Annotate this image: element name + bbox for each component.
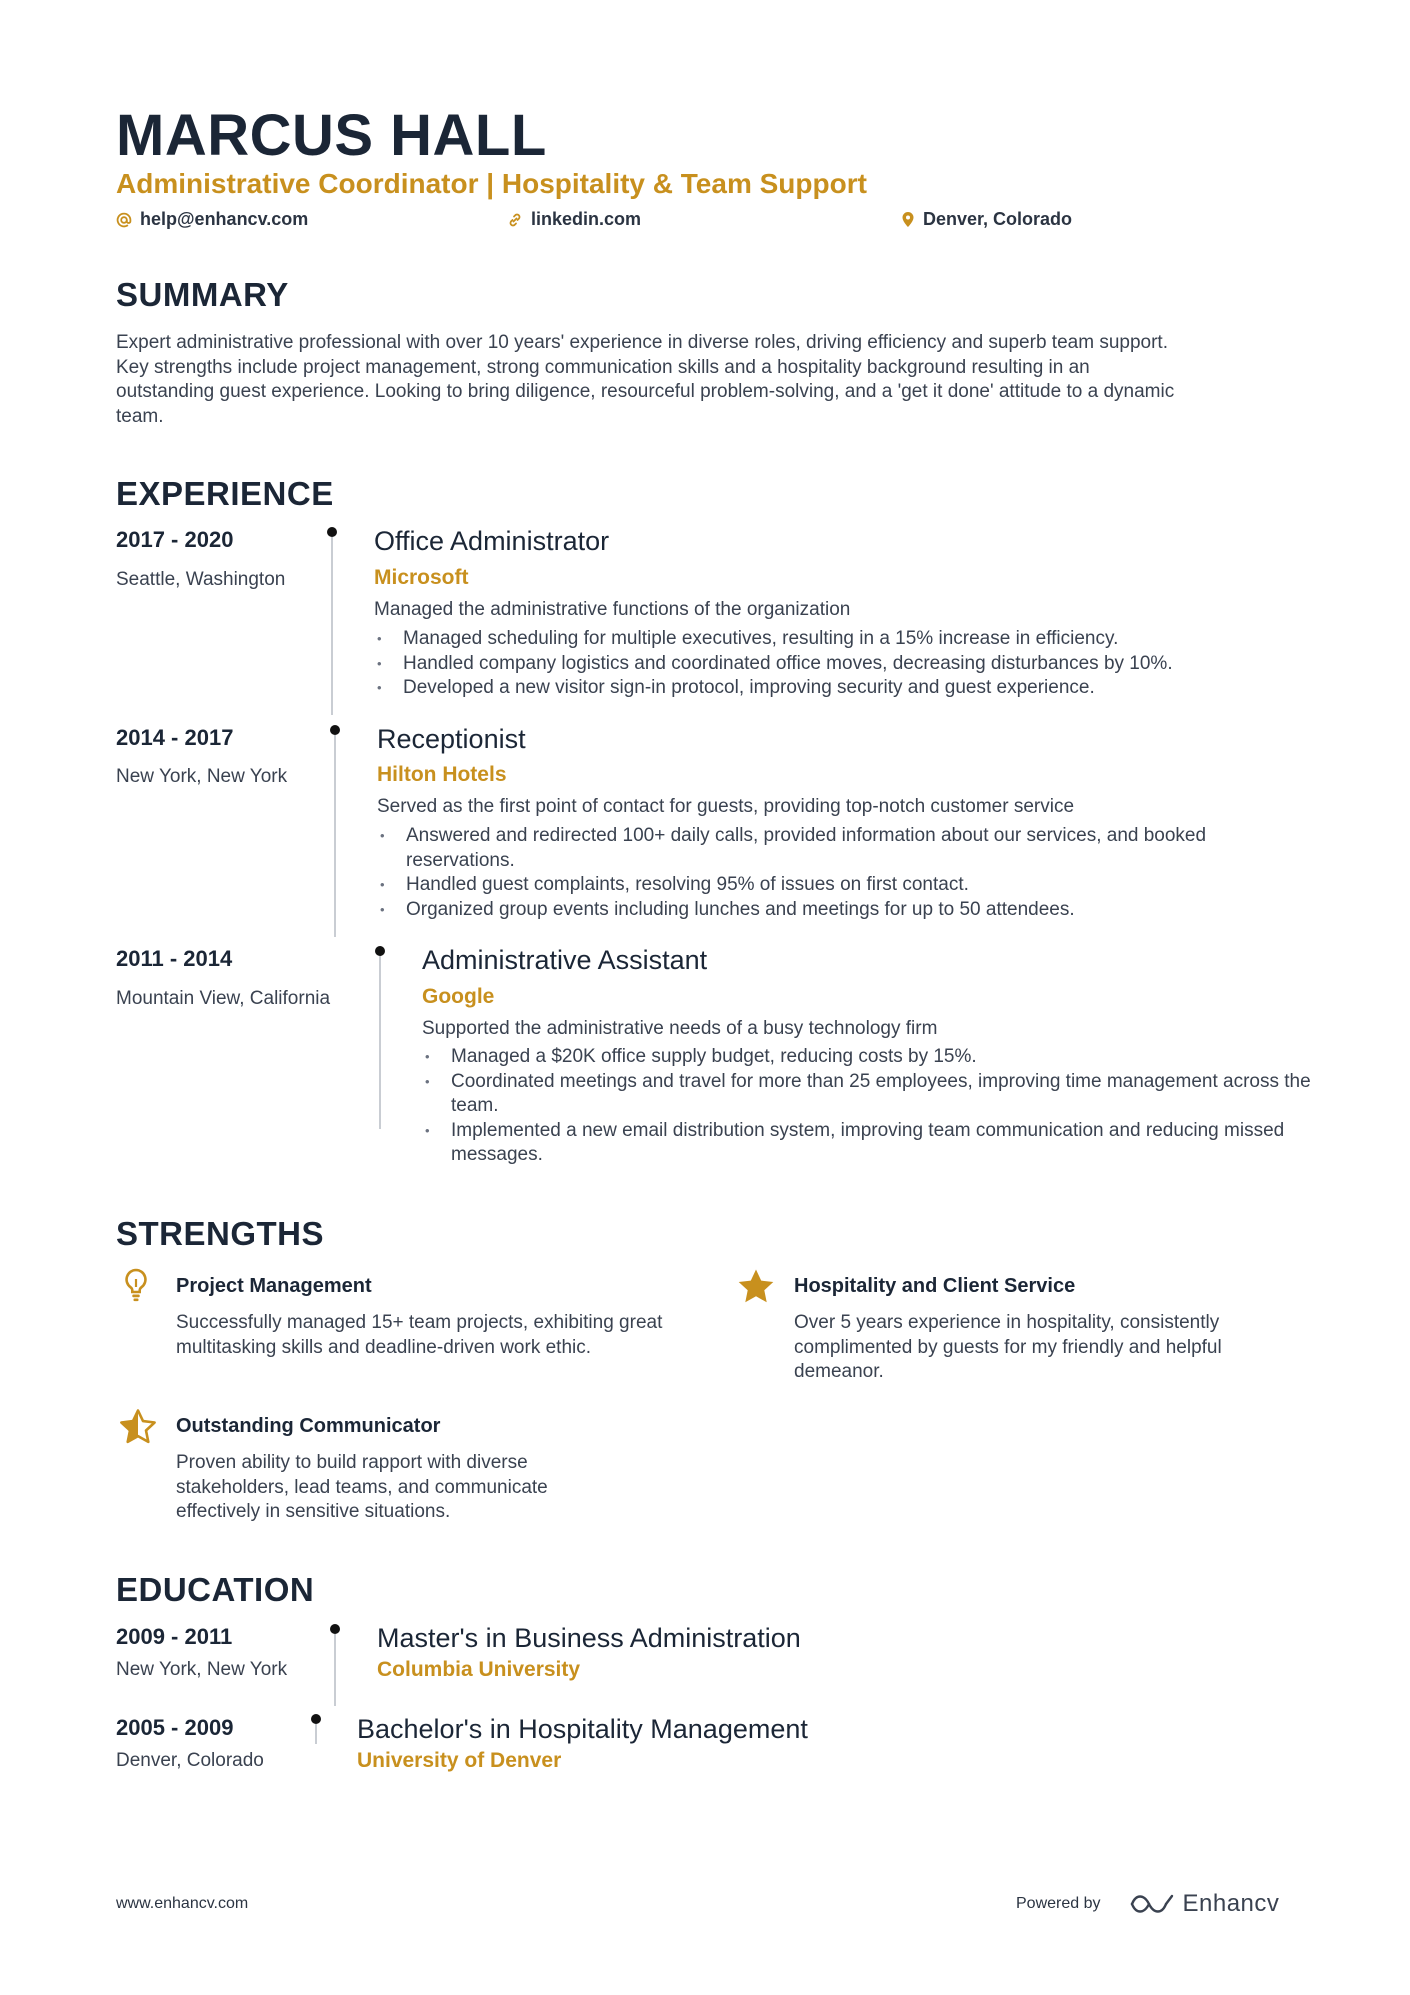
candidate-name: MARCUS HALL <box>116 103 547 168</box>
education-dates: 2009 - 2011 <box>116 1624 233 1649</box>
summary-line: Expert administrative professional with over 10 years' experience in diverse roles, driving efficiency and superb team support. <box>116 332 1168 353</box>
experience-location: Seattle, Washington <box>116 569 286 590</box>
timeline-line <box>379 956 381 1129</box>
powered-by-text: Powered by <box>1016 1895 1101 1912</box>
summary-line: Key strengths include project management, strong communication skills and a hospitality background resulting in an <box>116 356 1090 378</box>
lightbulb-icon <box>122 1267 150 1303</box>
map-pin-icon <box>901 211 915 228</box>
contact-location <box>901 209 1072 230</box>
summary-text <box>116 331 1306 429</box>
strength-title: Hospitality and Client Service <box>794 1275 1076 1297</box>
bullet-item: • Implemented a new email distribution system, improving team communication and reducing missed messages. <box>422 1119 1312 1168</box>
experience-description: Managed the administrative functions of the organization <box>374 599 851 620</box>
education-degree: Master's in Business Administration <box>377 1623 801 1653</box>
experience-bullets <box>377 824 1312 922</box>
timeline-line <box>334 1634 336 1706</box>
strength-description: Successfully managed 15+ team projects, exhibiting great multitasking skills and deadline-driven work ethic. <box>176 1312 663 1358</box>
bullet-item: • Managed scheduling for multiple executives, resulting in a 15% increase in efficiency. <box>374 627 1314 652</box>
experience-dates: 2017 - 2020 <box>116 527 234 552</box>
timeline-dot <box>311 1714 321 1724</box>
experience-heading: EXPERIENCE <box>116 475 334 512</box>
email-text: help@enhancv.com <box>140 209 309 229</box>
bullet-item: • Developed a new visitor sign-in protocol, improving security and guest experience. <box>374 676 1314 701</box>
star-outline-icon <box>119 1408 157 1444</box>
strength-description: Over 5 years experience in hospitality, consistently complimented by guests for my friendly and helpful demeanor. <box>794 1312 1222 1382</box>
experience-location: New York, New York <box>116 766 288 787</box>
timeline-line <box>334 735 336 937</box>
timeline-line <box>331 537 333 715</box>
experience-company: Hilton Hotels <box>377 763 507 786</box>
experience-company: Microsoft <box>374 566 469 589</box>
contact-email[interactable] <box>116 209 308 230</box>
candidate-title: Administrative Coordinator | Hospitality & Team Support <box>116 168 867 199</box>
star-icon <box>737 1268 775 1304</box>
experience-bullets <box>422 1045 1312 1168</box>
summary-heading: SUMMARY <box>116 276 289 313</box>
footer-branding <box>1016 1890 1279 1918</box>
timeline-line <box>315 1724 317 1744</box>
experience-dates: 2014 - 2017 <box>116 725 234 750</box>
contact-linkedin[interactable] <box>507 209 641 230</box>
bullet-item: • Managed a $20K office supply budget, reducing costs by 15%. <box>422 1045 1312 1070</box>
footer-website[interactable]: www.enhancv.com <box>116 1895 249 1912</box>
timeline-dot <box>330 725 340 735</box>
enhancv-logo-icon <box>1129 1892 1175 1916</box>
education-heading: EDUCATION <box>116 1571 315 1608</box>
at-icon <box>116 212 132 228</box>
timeline-dot <box>327 527 337 537</box>
timeline-dot <box>375 946 385 956</box>
experience-role: Receptionist <box>377 724 526 754</box>
bullet-item: • Coordinated meetings and travel for more than 25 employees, improving time management across the team. <box>422 1070 1312 1119</box>
summary-line: outstanding guest experience. Looking to bring diligence, resourceful problem-solving, and a 'get it done' attitude to a dynamic <box>116 381 1175 402</box>
experience-description: Supported the administrative needs of a busy technology firm <box>422 1018 938 1039</box>
linkedin-text: linkedin.com <box>531 209 642 229</box>
enhancv-logo-text: Enhancv <box>1182 1890 1280 1917</box>
education-location: Denver, Colorado <box>116 1750 264 1771</box>
strength-description: Proven ability to build rapport with diverse stakeholders, lead teams, and communicate effectively in sensitive situations. <box>176 1452 548 1522</box>
education-school: Columbia University <box>377 1658 581 1681</box>
education-degree: Bachelor's in Hospitality Management <box>357 1714 808 1744</box>
education-dates: 2005 - 2009 <box>116 1715 234 1740</box>
enhancv-logo[interactable] <box>1129 1890 1280 1918</box>
experience-dates: 2011 - 2014 <box>116 946 233 971</box>
strengths-heading: STRENGTHS <box>116 1215 325 1252</box>
experience-bullets <box>374 627 1314 701</box>
timeline-dot <box>330 1624 340 1634</box>
experience-company: Google <box>422 985 495 1008</box>
summary-line: team. <box>116 405 164 427</box>
experience-role: Office Administrator <box>374 526 610 556</box>
education-location: New York, New York <box>116 1659 288 1680</box>
strength-title: Outstanding Communicator <box>176 1415 441 1437</box>
bullet-item: • Organized group events including lunches and meetings for up to 50 attendees. <box>377 898 1312 923</box>
bullet-item: • Answered and redirected 100+ daily calls, provided information about our services, and booked reservations. <box>377 824 1312 873</box>
link-icon <box>507 212 523 228</box>
bullet-item: • Handled company logistics and coordinated office moves, decreasing disturbances by 10%. <box>374 652 1314 677</box>
experience-description: Served as the first point of contact for guests, providing top-notch customer service <box>377 796 1075 817</box>
experience-role: Administrative Assistant <box>422 945 708 975</box>
location-text: Denver, Colorado <box>923 209 1073 229</box>
experience-location: Mountain View, California <box>116 988 331 1009</box>
bullet-item: • Handled guest complaints, resolving 95% of issues on first contact. <box>377 873 1312 898</box>
education-school: University of Denver <box>357 1749 562 1772</box>
strength-title: Project Management <box>176 1275 372 1297</box>
